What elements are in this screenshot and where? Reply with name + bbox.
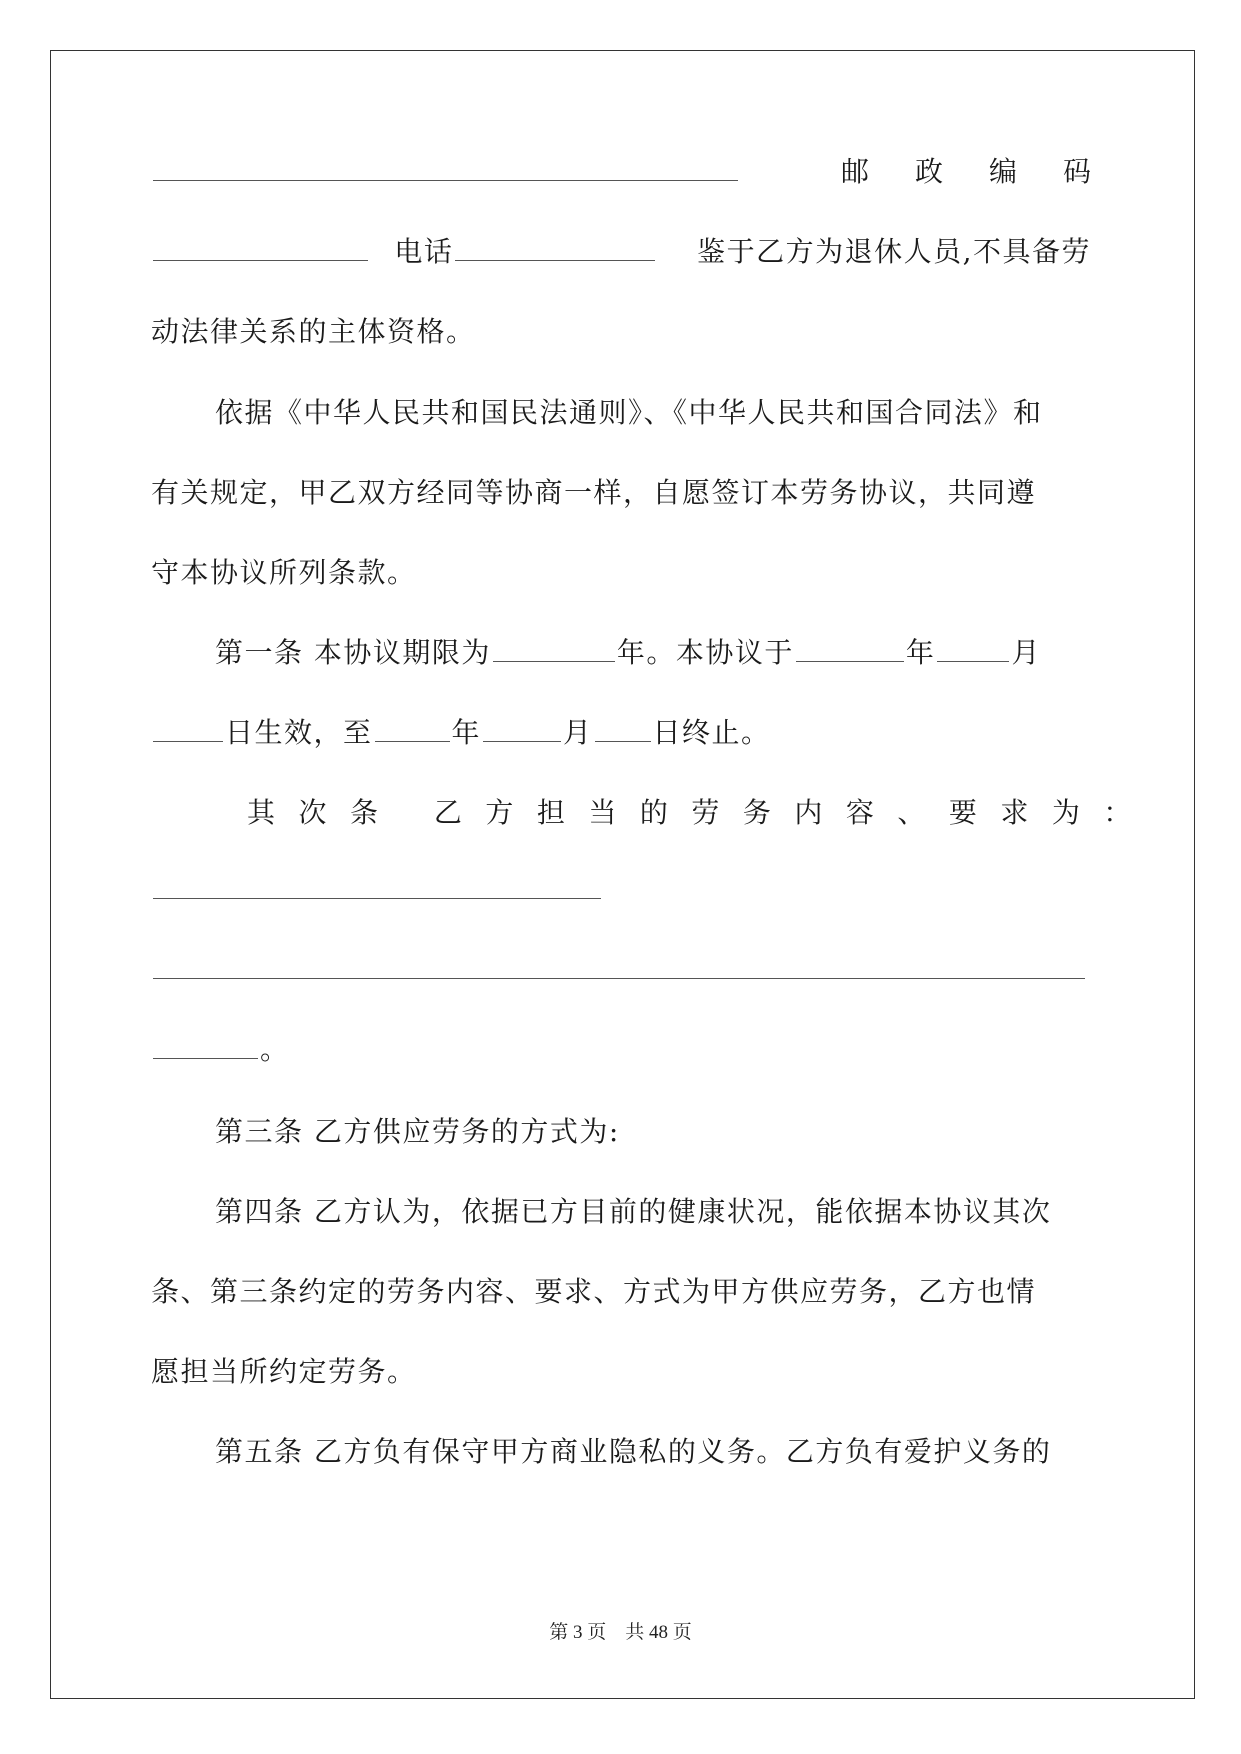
text-line-10 — [151, 870, 1091, 910]
text-line-13: 第三条 乙方供应劳务的方式为: — [215, 1115, 620, 1148]
fill-blank-service-content-3 — [153, 1032, 258, 1059]
text-segment: 月 — [1011, 636, 1041, 669]
text-segment: 第一条 本协议期限为 — [215, 636, 491, 669]
text-segment: 日生效，至 — [225, 716, 373, 749]
fill-blank-phone — [455, 234, 655, 261]
fill-blank-start-day — [153, 715, 223, 742]
text-line-8 — [151, 713, 1091, 753]
text-segment: 日终止。 — [652, 716, 771, 749]
text-line-4: 依据《中华人民共和国民法通则》、《中华人民共和国合同法》和 — [215, 396, 1043, 429]
text-line-11 — [151, 950, 1091, 990]
text-segment: 月 — [563, 716, 593, 749]
text-line-3: 动法律关系的主体资格。 — [151, 315, 476, 348]
text-line-2 — [151, 232, 1091, 272]
text-line-17: 第五条 乙方负有保守甲方商业隐私的义务。乙方负有爱护义务的 — [215, 1435, 1052, 1468]
text-segment: 年 — [905, 636, 936, 669]
text-segment: 年 — [451, 716, 482, 749]
text-line-16: 愿担当所约定劳务。 — [151, 1355, 417, 1388]
text-segment: 年。本协议于 — [616, 636, 794, 669]
text-line-6: 守本协议所列条款。 — [151, 556, 417, 589]
text-segment: 鉴于乙方为退休人员,不具备劳 — [697, 235, 1091, 268]
text-segment: 。 — [260, 1033, 290, 1066]
fill-blank-end-day — [595, 715, 651, 742]
postal-code-label: 邮政编码 — [840, 155, 1137, 188]
phone-label: 电话 — [394, 235, 454, 268]
fill-blank-postal-code — [153, 234, 368, 261]
page-footer: 第 3 页 共 48 页 — [549, 1622, 692, 1643]
fill-blank-start-year — [796, 635, 904, 662]
fill-blank-service-content — [153, 872, 601, 899]
fill-blank-end-year — [375, 715, 450, 742]
text-line-9: 其次条 乙方担当的劳务内容、要求为： — [247, 796, 1155, 829]
text-line-1 — [151, 152, 1137, 192]
fill-blank-end-month — [483, 715, 561, 742]
text-line-14: 第四条 乙方认为，依据已方目前的健康状况，能依据本协议其次 — [215, 1195, 1052, 1228]
fill-blank-years — [493, 635, 615, 662]
text-line-12 — [151, 1030, 1091, 1070]
text-line-5: 有关规定，甲乙双方经同等协商一样，自愿签订本劳务协议，共同遵 — [151, 476, 1037, 509]
fill-blank-start-month — [937, 635, 1009, 662]
fill-blank-address — [153, 154, 738, 181]
text-line-15: 条、第三条约定的劳务内容、要求、方式为甲方供应劳务，乙方也情 — [151, 1275, 1037, 1308]
fill-blank-service-content-2 — [153, 952, 1085, 979]
text-line-7 — [151, 633, 1091, 673]
